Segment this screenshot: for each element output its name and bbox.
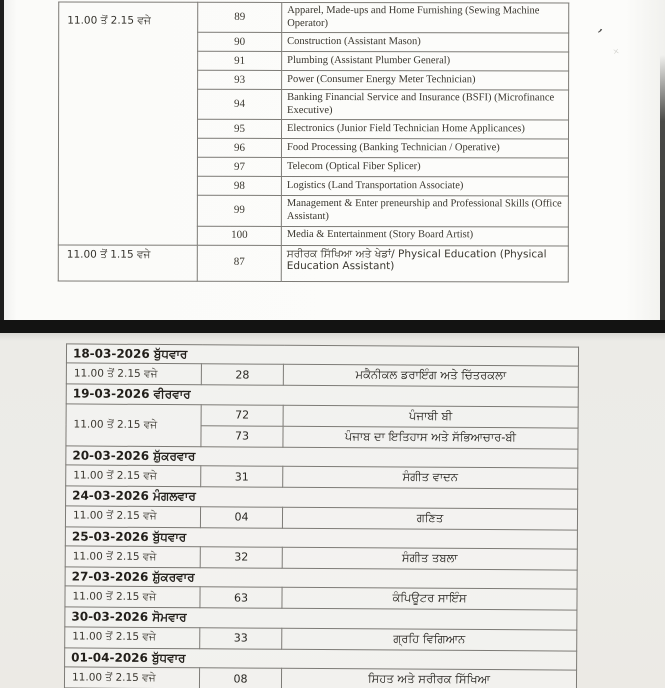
subject-name-cell: Media & Entertainment (Story Board Artist) [281,226,568,246]
exam-time-cell: 11.00 ਤੋਂ 2.15 ਵਜੇ [66,363,201,385]
exam-row [58,245,568,282]
subject-name-cell: ਪੰਜਾਬ ਦਾ ਇਤਿਹਾਸ ਅਤੇ ਸੱਭਿਆਚਾਰ-ਬੀ [283,426,578,449]
subject-name-cell: Management & Enter preneurship and Professional Skills (Office Assistant) [281,196,568,227]
subject-name-cell: Power (Consumer Energy Meter Technician) [282,71,569,91]
exam-time-cell: 11.00 ਤੋਂ 2.15 ਵਜੇ [65,546,200,568]
subject-name-cell: Food Processing (Banking Technician / Operative) [281,139,568,159]
subject-code-cell: 73 [201,426,283,448]
pen-mark: ’ [593,25,604,47]
subject-name-cell: ਗ੍ਰਹਿ ਵਿਗਿਆਨ [282,628,577,651]
exam-time-cell: 11.00 ਤੋਂ 2.15 ਵਜੇ [66,465,201,487]
exam-time-cell: 11.00 ਤੋਂ 2.15 ਵਜੇ [64,667,199,688]
date-header-cell: 18-03-2026 ਬੁੱਧਵਾਰ [66,344,578,367]
subject-name-cell: ਕੰਪਿਊਟਰ ਸਾਇੰਸ [282,588,577,611]
date-header-cell: 01-04-2026 ਬੁੱਧਵਾਰ [65,648,577,671]
subject-code-cell: 32 [200,547,282,569]
scan-edge-right [660,55,665,320]
exam-time-cell: 11.00 ਤੋਂ 2.15 ਵਜੇ [58,2,197,245]
subject-code-cell: 94 [198,89,282,119]
subject-name-cell: ਗਣਿਤ [282,507,577,530]
subject-code-cell: 28 [201,364,283,386]
subject-code-cell: 98 [197,177,281,196]
exam-row [59,2,569,33]
exam-row [66,404,578,428]
subject-code-cell: 99 [197,196,281,226]
subject-name-cell: ਸਿਹਤ ਅਤੇ ਸਰੀਰਕ ਸਿੱਖਿਆ [281,668,576,688]
subject-code-cell: 90 [198,32,282,51]
scan-edge-left [0,0,4,320]
subject-name-cell: ਸਰੀਰਕ ਸਿੱਖਿਆ ਅਤੇ ਖੇਡਾਂ/ Physical Education (Physical Education Assistant) [281,245,568,282]
page-1 [0,0,665,320]
date-header-cell: 30-03-2026 ਸੋਮਵਾਰ [65,607,577,630]
subject-code-cell: 72 [201,405,283,427]
subject-name-cell: Electronics (Junior Field Technician Home Applicances) [282,120,569,140]
date-header-cell: 27-03-2026 ਸ਼ੁੱਕਰਵਾਰ [65,567,577,590]
subject-code-cell: 63 [200,587,282,609]
subject-code-cell: 31 [201,466,283,488]
subject-code-cell: 96 [197,139,281,158]
subject-name-cell: ਸੰਗੀਤ ਤਬਲਾ [282,547,577,570]
subject-name-cell: ਪੰਜਾਬੀ ਬੀ [283,405,578,428]
subject-name-cell: Construction (Assistant Mason) [282,33,569,53]
subject-code-cell: 100 [197,226,281,245]
subject-name-cell: Apparel, Made-ups and Home Furnishing (Sewing Machine Operator) [282,2,569,33]
subject-code-cell: 04 [200,506,282,528]
subject-name-cell: Telecom (Optical Fiber Splicer) [281,158,568,178]
exam-time-cell: 11.00 ਤੋਂ 2.15 ਵਜੇ [65,586,200,608]
subject-code-cell: 33 [200,627,282,649]
subject-code-cell: 93 [198,70,282,89]
subject-name-cell: Banking Financial Service and Insurance (BSFI) (Microfinance Executive) [282,90,569,121]
date-header-cell: 24-03-2026 ਮੰਗਲਵਾਰ [66,486,578,509]
subject-code-cell: 97 [197,158,281,177]
exam-row [64,667,576,688]
date-header-cell: 19-03-2026 ਵੀਰਵਾਰ [66,384,578,407]
exam-time-cell: 11.00 ਤੋਂ 2.15 ਵਜੇ [65,627,200,649]
subject-code-cell: 91 [198,51,282,70]
date-header-cell: 20-03-2026 ਸ਼ੁੱਕਰਵਾਰ [66,446,578,469]
subject-name-cell: Logistics (Land Transportation Associate) [281,177,568,197]
subject-name-cell: Plumbing (Assistant Plumber General) [282,52,569,72]
page2-datesheet-table [64,343,579,688]
subject-code-cell: 08 [199,668,281,688]
subject-name-cell: ਸੰਗੀਤ ਵਾਦਨ [283,466,578,489]
page1-exam-table [58,2,569,282]
pen-smudge: × [612,45,621,59]
page-separator-band [0,320,665,333]
subject-code-cell: 87 [197,245,281,281]
subject-name-cell: ਮਕੈਨੀਕਲ ਡਰਾਇੰਗ ਅਤੇ ਚਿੱਤਰਕਲਾ [283,365,578,388]
exam-time-cell: 11.00 ਤੋਂ 2.15 ਵਜੇ [66,404,201,447]
subject-code-cell: 89 [198,2,282,32]
exam-time-cell: 11.00 ਤੋਂ 1.15 ਵਜੇ [58,245,197,281]
exam-time-cell: 11.00 ਤੋਂ 2.15 ਵਜੇ [65,505,200,527]
date-header-cell: 25-03-2026 ਬੁੱਧਵਾਰ [65,526,577,549]
page-2 [0,333,665,688]
subject-code-cell: 95 [198,120,282,139]
